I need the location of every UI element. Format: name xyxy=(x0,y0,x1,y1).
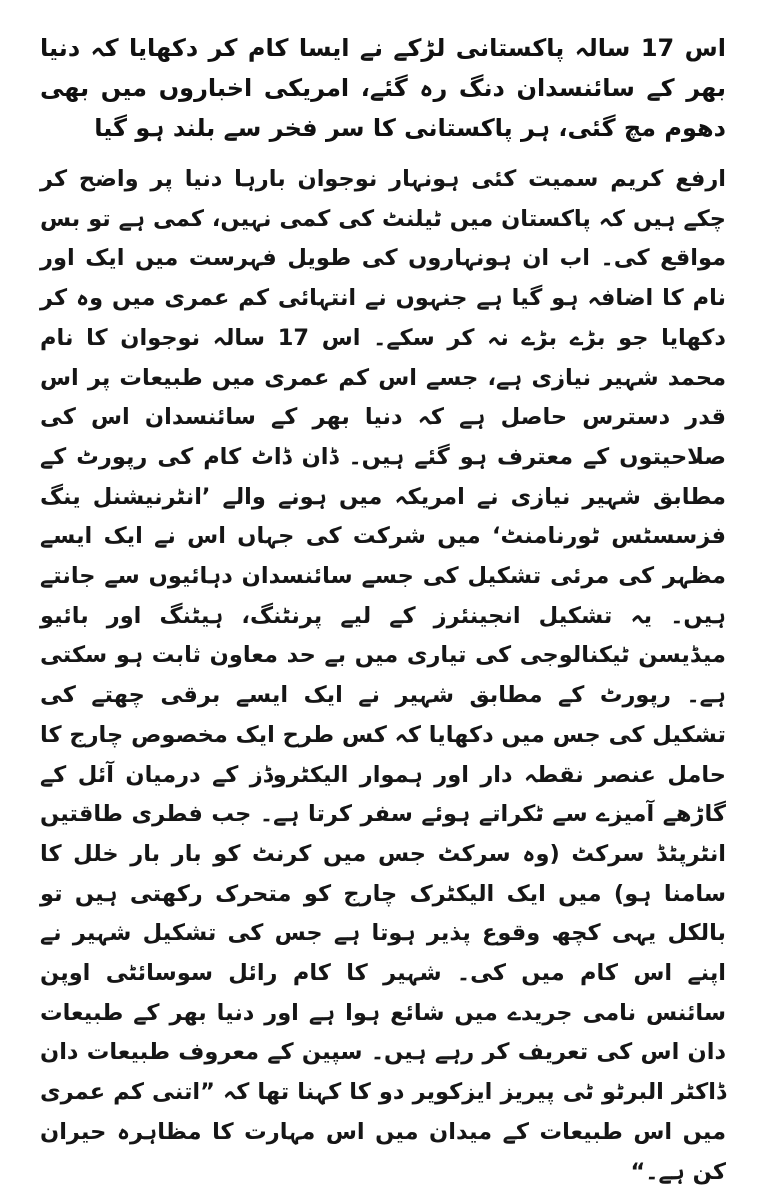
article-body: ارفع کریم سمیت کئی ہونہار نوجوان بارہا دنیا پر واضح کر چکے ہیں کہ پاکستان میں ٹیلنٹ کی کمی نہیں، کمی ہے تو بس مواقع کی۔ اب ان ہونہاروں کی طویل فہرست میں ایک اور نام کا اضافہ ہو گیا ہے جنہوں نے انتہائی کم عمری میں وہ کر دکھایا جو بڑے بڑے نہ کر سکے۔ اس 17 سالہ نوجوان کا نام محمد شہیر نیازی ہے، جسے اس کم عمری میں طبیعات پر اس قدر دسترس حاصل ہے کہ دنیا بھر کے سائنسدان اس کی صلاحیتوں کے معترف ہو گئے ہیں۔ ڈان ڈاٹ کام کی رپورٹ کے مطابق شہیر نیازی نے امریکہ میں ہونے والے ’انٹرنیشنل ینگ فزسسٹس ٹورنامنٹ‘ میں شرکت کی جہاں اس نے ایک ایسے مظہر کی مرئی تشکیل کی جسے سائنسدان دہائیوں سے جانتے ہیں۔ یہ تشکیل انجینئرز کے لیے پرنٹنگ، ہیٹنگ اور بائیو میڈیسن ٹیکنالوجی کی تیاری میں بے حد معاون ثابت ہو سکتی ہے۔ رپورٹ کے مطابق شہیر نے ایک ایسے برقی چھتے کی تشکیل کی جس میں دکھایا کہ کس طرح ایک مخصوص چارج کا حامل عنصر نقطہ دار اور ہموار الیکٹروڈز کے درمیان آئل کے گاڑھے آمیزے سے ٹکراتے ہوئے سفر کرتا ہے۔ جب فطری طاقتیں انٹرپٹڈ سرکٹ (وہ سرکٹ جس میں کرنٹ کو بار بار خلل کا سامنا ہو) میں ایک الیکٹرک چارج کو متحرک رکھتی ہیں تو بالکل یہی کچھ وقوع پذیر ہوتا ہے جس کی تشکیل شہیر نے اپنے اس کام میں کی۔ شہیر کا کام رائل سوسائٹی اوپن سائنس نامی جریدے میں شائع ہوا ہے اور دنیا بھر کے طبیعات دان اس کی تعریف کر رہے ہیں۔ سپین کے معروف طبیعات دان ڈاکٹر البرٹو ٹی پیریز ایزکویر دو کا کہنا تھا کہ ”اتنی کم عمری میں اس طبیعات کے میدان میں اس مہارت کا مظاہرہ حیران کن ہے۔“ xyxy=(40,166,726,1185)
article-headline: اس 17 سالہ پاکستانی لڑکے نے ایسا کام کر دکھایا کہ دنیا بھر کے سائنسدان دنگ رہ گئے، امریکی اخباروں میں بھی دھوم مچ گئی، ہر پاکستانی کا سر فخر سے بلند ہو گیا xyxy=(40,34,726,142)
